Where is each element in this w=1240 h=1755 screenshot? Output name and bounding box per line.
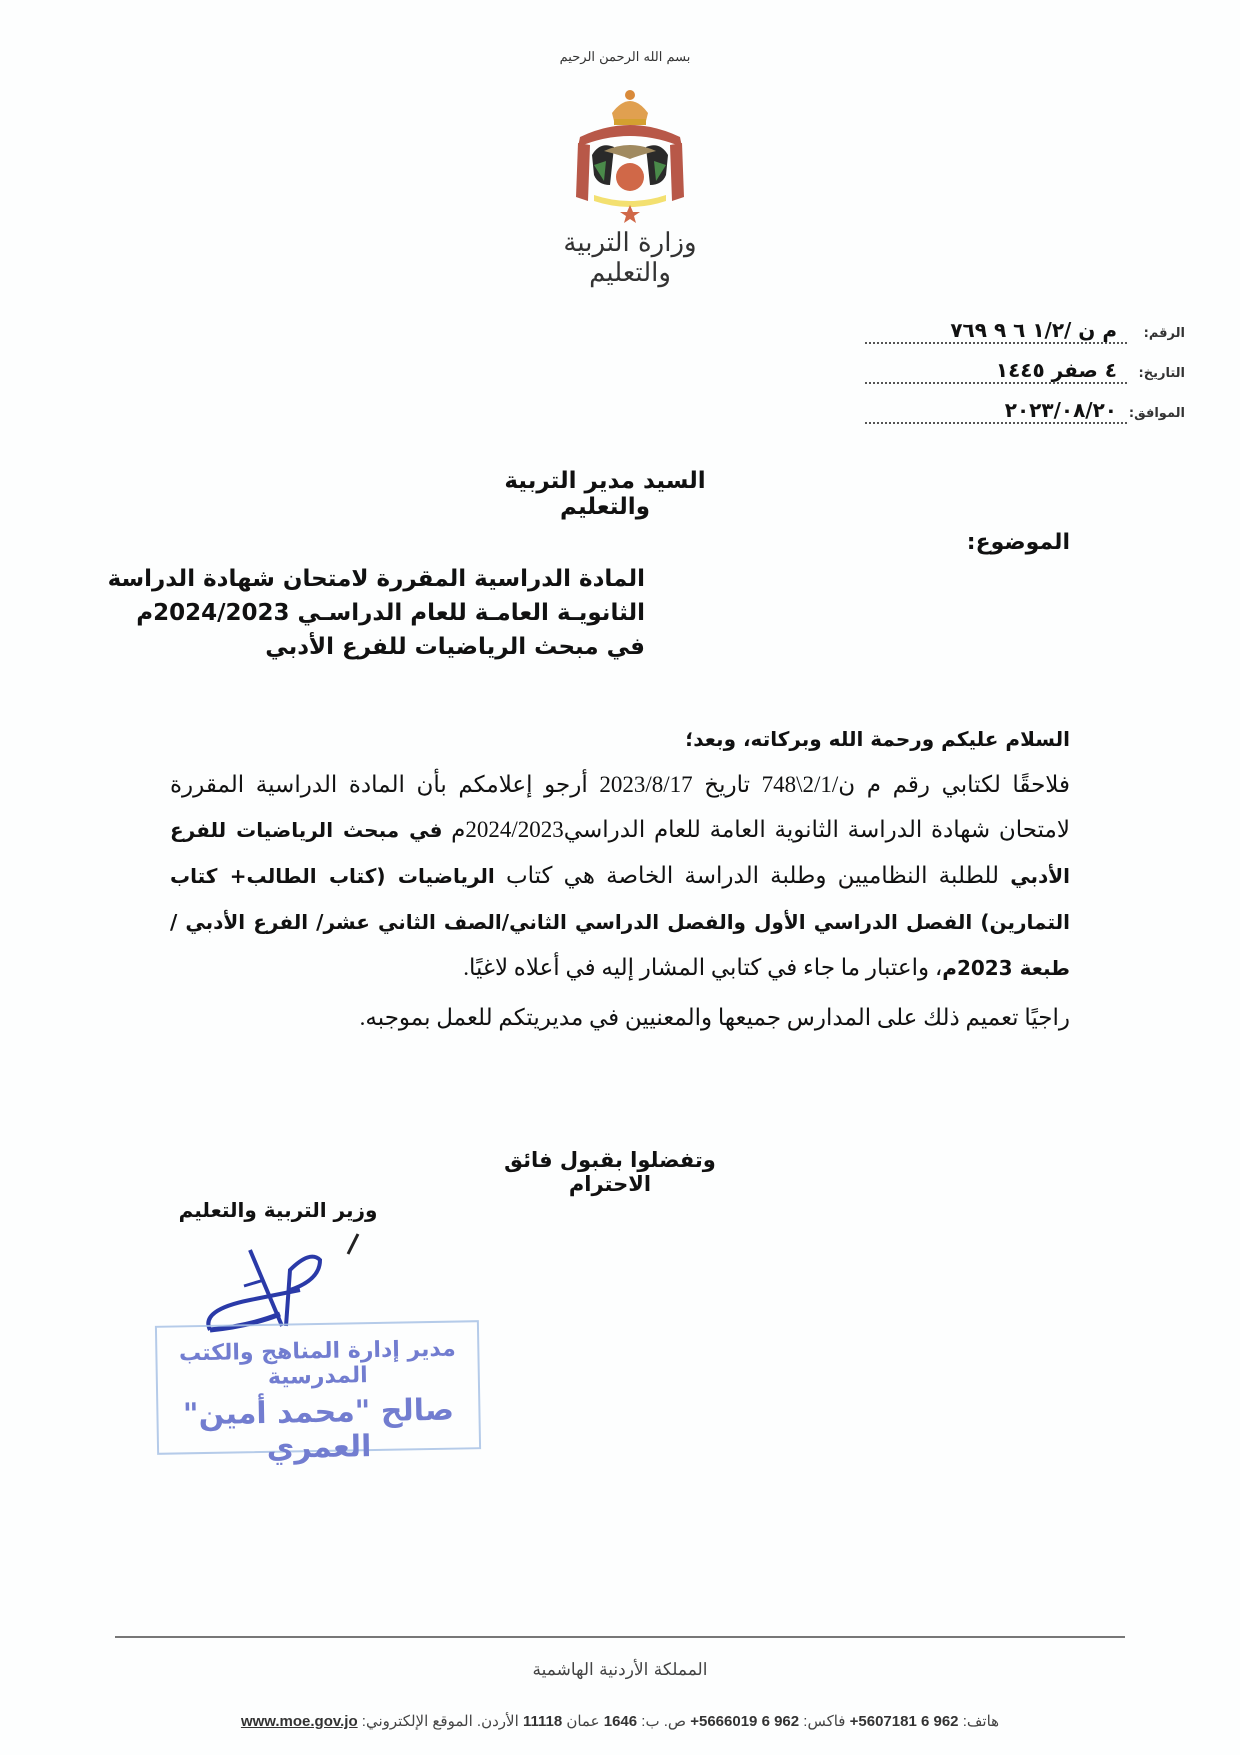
reference-number-label: الرقم: bbox=[1143, 326, 1185, 341]
hijri-date-row bbox=[865, 358, 1185, 398]
reference-number-value: م ن /١/٢ ٦ ٩ ٧٦٩ bbox=[865, 318, 1127, 344]
city: عمان bbox=[566, 1713, 600, 1730]
ministry-name: وزارة التربية والتعليم bbox=[563, 228, 697, 288]
postal-code: 11118 bbox=[522, 1713, 563, 1730]
greeting: السلام عليكم ورحمة الله وبركاته، وبعد؛ bbox=[685, 727, 1070, 751]
body-bold-segment: الرياضيات (كتاب الطالب+ كتاب التمارين) الفصل الدراسي الأول والفصل الدراسي الثاني/الصف الثاني عشر/ الفرع الأدبي /طبعة 2023م bbox=[170, 864, 1070, 980]
phone-number: 962 6 5607181+ bbox=[849, 1713, 959, 1730]
gregorian-date-row bbox=[865, 398, 1185, 438]
po-box-label: ص. ب: bbox=[641, 1713, 687, 1730]
website-link[interactable]: www.moe.gov.jo bbox=[240, 1713, 358, 1730]
directive-paragraph: راجيًا تعميم ذلك على المدارس جميعها والمعنيين في مديريتكم للعمل بموجبه. bbox=[359, 1005, 1070, 1030]
gregorian-date-label: الموافق: bbox=[1128, 406, 1185, 421]
official-stamp bbox=[155, 1320, 481, 1466]
stamp-title: مدير إدارة المناهج والكتب المدرسية bbox=[178, 1336, 456, 1390]
po-box-number: 1646 bbox=[603, 1713, 638, 1730]
subject-line: المادة الدراسية المقررة لامتحان شهادة الدراسة bbox=[107, 566, 645, 592]
reference-number-row bbox=[865, 318, 1185, 358]
basmala: بسم الله الرحمن الرحيم bbox=[559, 50, 691, 65]
coat-of-arms-icon bbox=[570, 85, 690, 225]
body-text-segment: فلاحقًا لكتابي رقم م ن/2/1\748 تاريخ 2023/8/17 أرجو إعلامكم بأن المادة الدراسية المقررة لامتحان شهادة الدراسة الثانوية العامة للعام الدراسي2024/2023م bbox=[170, 772, 1071, 842]
body-text-segment: للطلبة النظاميين وطلبة الدراسة الخاصة هي كتاب bbox=[494, 863, 1011, 888]
fax-number: 962 6 5666019+ bbox=[690, 1713, 800, 1730]
subject-label: الموضوع: bbox=[966, 530, 1070, 555]
footer-country: المملكة الأردنية الهاشمية bbox=[532, 1660, 708, 1680]
reference-block bbox=[865, 318, 1185, 438]
subject-line: في مبحث الرياضيات للفرع الأدبي bbox=[265, 634, 645, 660]
fax-label: فاكس: bbox=[803, 1713, 846, 1730]
website-label: الموقع الإلكتروني: bbox=[361, 1713, 473, 1730]
gregorian-date-value: ٢٠٢٣/٠٨/٢٠ bbox=[865, 398, 1127, 424]
letter-body bbox=[170, 717, 1070, 1040]
closing-salutation: وتفضلوا بقبول فائق الاحترام bbox=[504, 1148, 716, 1196]
body-text-segment: ، واعتبار ما جاء في كتابي المشار إليه في أعلاه لاغيًا. bbox=[463, 955, 943, 980]
recipient: السيد مدير التربية والتعليم bbox=[504, 468, 706, 520]
signatory-title: وزير التربية والتعليم bbox=[178, 1198, 378, 1222]
subject-text bbox=[107, 562, 645, 664]
footer-contact bbox=[170, 1712, 1070, 1730]
country-short: الأردن. bbox=[476, 1713, 519, 1730]
body-bold-segment: في مبحث الرياضيات للفرع الأدبي bbox=[170, 818, 1070, 888]
stamp-name: صالح "محمد أمين" العمري bbox=[182, 1392, 455, 1466]
body-paragraph bbox=[170, 762, 1070, 991]
phone-label: هاتف: bbox=[962, 1713, 1000, 1730]
subject-line: الثانويـة العامـة للعام الدراسـي 2024/2023م bbox=[136, 600, 645, 626]
hijri-date-value: ٤ صفر ١٤٤٥ bbox=[865, 358, 1127, 384]
footer-divider bbox=[115, 1636, 1125, 1638]
hijri-date-label: التاريخ: bbox=[1138, 366, 1185, 381]
